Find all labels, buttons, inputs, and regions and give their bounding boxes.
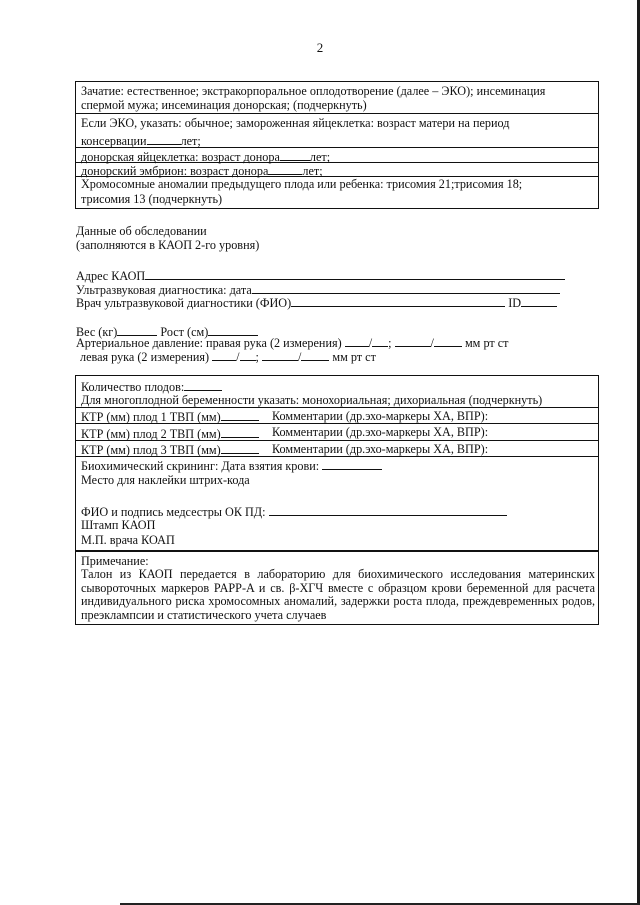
nurse-field: ФИО и подпись медсестры ОК ПД: [81, 504, 507, 519]
bp-left-2a[interactable] [262, 349, 298, 361]
note-box [75, 551, 599, 625]
bp-right-1b[interactable] [372, 335, 388, 347]
donor-egg-age-field[interactable] [280, 149, 310, 161]
doctor-field: Врач ультразвуковой диагностики (ФИО) ID [76, 295, 557, 310]
address-input[interactable] [145, 268, 565, 280]
ktr-row-3: КТР (мм) плод 3 ТВП (мм) [81, 442, 259, 457]
bp-left-1b[interactable] [240, 349, 256, 361]
donor-embryo: донорский эмбрион: возраст донора лет; [81, 164, 323, 178]
weight-height-field: Вес (кг) Рост (см) [76, 324, 258, 339]
table-row-divider [76, 113, 598, 114]
exam-title: Данные об обследовании [76, 224, 207, 238]
nurse-signature-input[interactable] [269, 504, 507, 516]
eco-header: Если ЭКО, указать: обычное; замороженная яйцеклетка: возраст матери на период [81, 116, 510, 130]
bp-right-2a[interactable] [395, 335, 431, 347]
seal-label: М.П. врача КОАП [81, 533, 175, 547]
ultrasound-date-input[interactable] [252, 282, 560, 294]
ultrasound-date-field: Ультразвуковая диагностика: дата [76, 282, 560, 297]
donor-egg: донорская яйцеклетка: возраст донора лет; [81, 150, 331, 164]
conception-table [75, 81, 599, 209]
bp-left-2b[interactable] [301, 349, 329, 361]
ktr-row-1: КТР (мм) плод 1 ТВП (мм) [81, 409, 259, 424]
table-row-divider [76, 440, 598, 441]
conservation-age-field[interactable] [147, 133, 181, 145]
multiple-pregnancy: Для многоплодной беременности указать: монохориальная; дихориальная (подчеркнуть) [81, 393, 543, 407]
conception-line-2: спермой мужа; инсеминация донорская; (подчеркнуть) [81, 98, 367, 112]
table-row-divider [76, 423, 598, 424]
ktr-input-1[interactable] [221, 409, 259, 421]
ktr-comment-2: Комментарии (др.эхо-маркеры ХА, ВПР): [272, 425, 489, 439]
table-row-divider [76, 456, 598, 457]
doctor-id-input[interactable] [521, 295, 557, 307]
table-row-divider [76, 147, 598, 148]
anomalies-line-2: трисомия 13 (подчеркнуть) [81, 192, 223, 206]
blood-date-input[interactable] [322, 458, 382, 470]
exam-subtitle: (заполняются в КАОП 2-го уровня) [76, 238, 260, 252]
note-title: Примечание: [81, 554, 149, 568]
doctor-name-input[interactable] [291, 295, 505, 307]
page-number: 2 [316, 40, 324, 55]
anomalies-line-1: Хромосомные аномалии предыдущего плода или ребенка: трисомия 21;трисомия 18; [81, 177, 523, 191]
screening-table [75, 375, 599, 551]
conception-line-1: Зачатие: естественное; экстракорпоральное оплодотворение (далее – ЭКО); инсеминация [81, 84, 546, 98]
note-text: Талон из КАОП передается в лабораторию для биохимического исследования материнских сывороточных маркеров PAPP-A и св. β-ХГЧ вместе с образцом крови беременной для расчета индивидуального риска хромосомных аномалий, задержки роста плода, преждевременных родов, преэклампсии и статистического учета случаев [81, 567, 595, 622]
table-row-divider [76, 407, 598, 408]
eco-conservation: консервации лет; [81, 134, 201, 148]
ktr-row-2: КТР (мм) плод 2 ТВП (мм) [81, 426, 259, 441]
fetus-count-input[interactable] [184, 379, 222, 391]
bp-left-field: левая рука (2 измерения) / ; / мм рт ст [80, 350, 376, 364]
ktr-comment-1: Комментарии (др.эхо-маркеры ХА, ВПР): [272, 409, 489, 423]
bp-right-field: Артериальное давление: правая рука (2 измерения) / ; / мм рт ст [76, 336, 509, 350]
stamp-label: Штамп КАОП [81, 518, 156, 532]
ktr-comment-3: Комментарии (др.эхо-маркеры ХА, ВПР): [272, 442, 489, 456]
donor-embryo-age-field[interactable] [268, 163, 302, 175]
ktr-input-3[interactable] [221, 442, 259, 454]
fetus-count-field: Количество плодов: [81, 379, 222, 394]
barcode-label: Место для наклейки штрих-кода [81, 473, 250, 487]
address-field: Адрес КАОП [76, 268, 565, 283]
bp-right-1a[interactable] [345, 335, 369, 347]
ktr-input-2[interactable] [221, 426, 259, 438]
bp-right-2b[interactable] [434, 335, 462, 347]
biochem-field: Биохимический скрининг: Дата взятия крови: [81, 458, 382, 473]
bp-left-1a[interactable] [212, 349, 236, 361]
